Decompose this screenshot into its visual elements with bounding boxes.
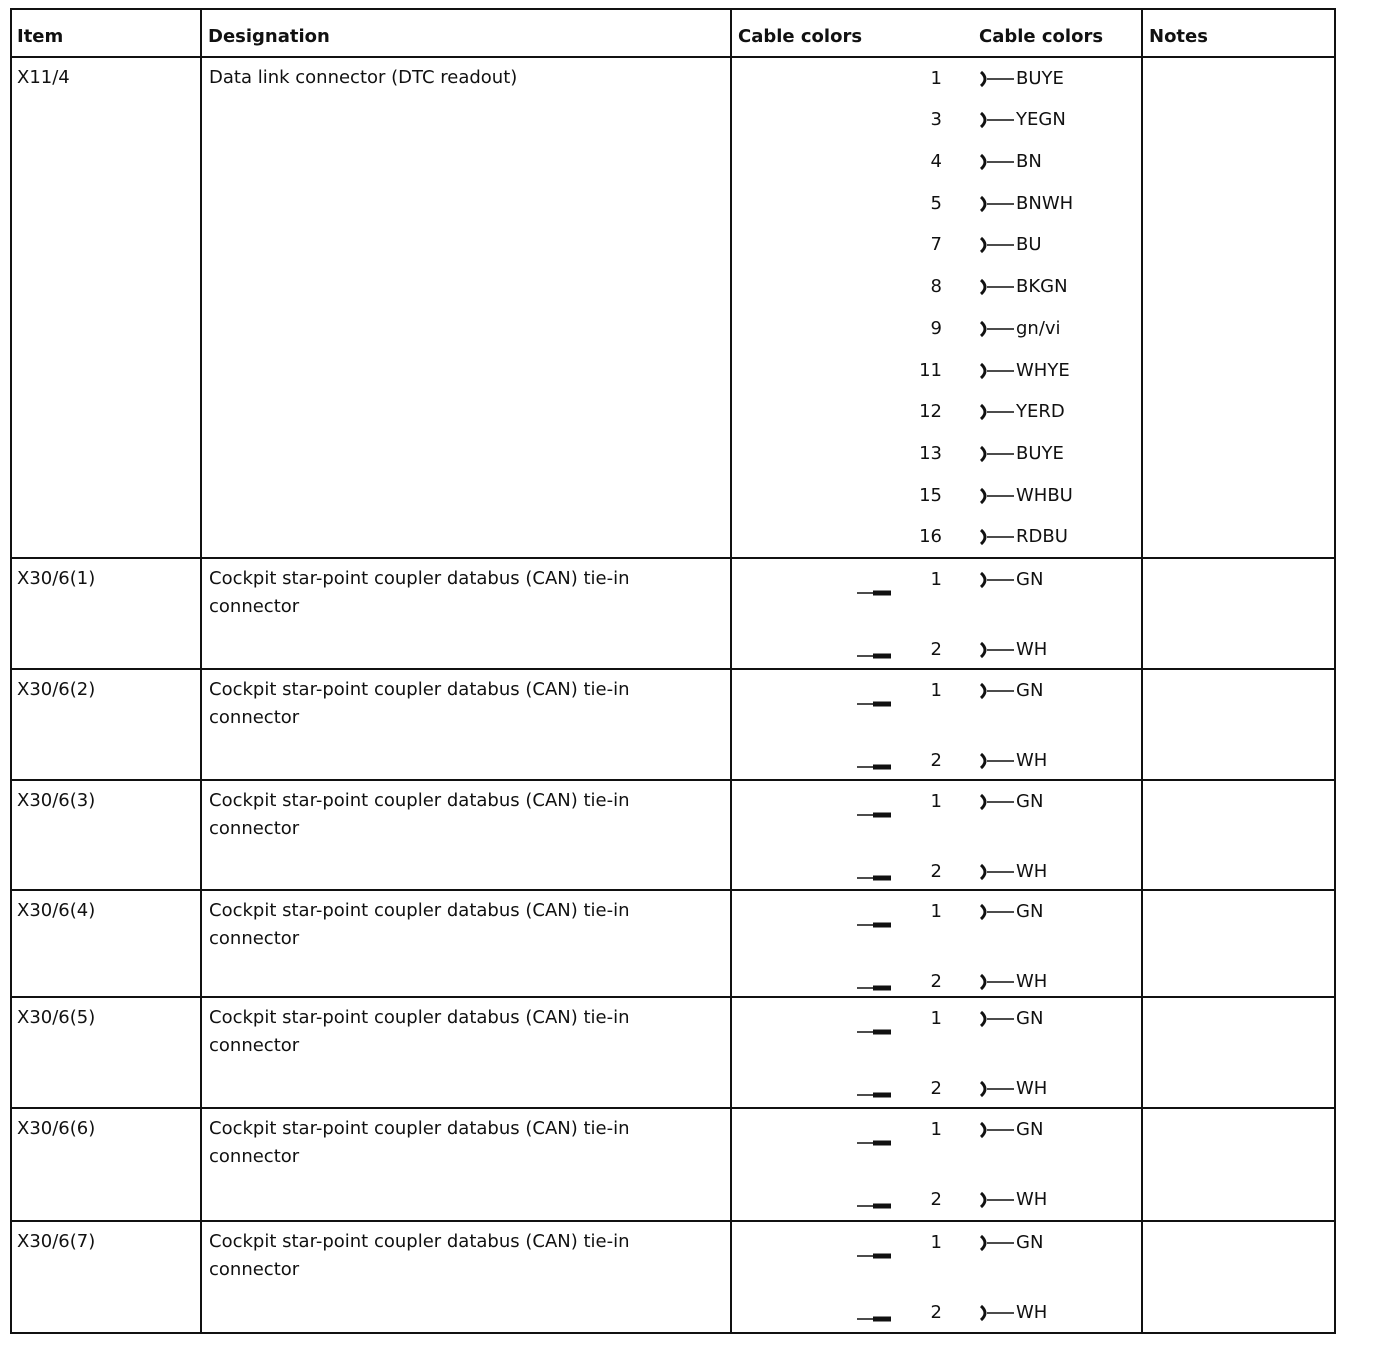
pin-number: 2: [930, 750, 942, 771]
cable-color-label: GN: [1016, 1119, 1044, 1140]
column-divider-designation: [730, 8, 732, 1334]
header-cable-colors-secondary: Cable colors: [979, 26, 1104, 47]
pin-number: 5: [930, 193, 942, 214]
cable-color-label: WHBU: [1016, 485, 1073, 506]
pin-number: 2: [930, 861, 942, 882]
pin-number: 16: [919, 526, 942, 547]
pin-number: 1: [930, 901, 942, 922]
header-divider: [10, 56, 1336, 58]
connector-plug-icon: [978, 442, 1016, 466]
wire-stub-icon: [857, 763, 893, 771]
pin-number: 9: [930, 318, 942, 339]
cable-color-label: WHYE: [1016, 360, 1070, 381]
designation-cell: Cockpit star-point coupler databus (CAN) tie-in connector: [209, 679, 630, 728]
item-cell: X30/6(7): [17, 1231, 96, 1252]
column-divider-item: [200, 8, 202, 1334]
wire-stub-icon: [857, 589, 893, 597]
item-cell: X30/6(3): [17, 790, 96, 811]
table-border-right: [1334, 8, 1336, 1334]
cable-color-label: WH: [1016, 971, 1048, 992]
connector-plug-icon: [978, 900, 1016, 924]
cable-color-label: WH: [1016, 750, 1048, 771]
row-divider: [10, 996, 1336, 998]
cable-color: [978, 900, 1043, 924]
connector-plug-icon: [978, 525, 1016, 549]
cable-color-label: RDBU: [1016, 526, 1068, 547]
cable-color: [978, 1118, 1043, 1142]
connector-plug-icon: [978, 400, 1016, 424]
header-notes: Notes: [1149, 26, 1208, 47]
cable-color: [978, 970, 1047, 994]
pin-number: 1: [930, 569, 942, 590]
wire-stub-icon: [857, 1252, 893, 1260]
cable-color: [978, 860, 1047, 884]
wire-stub-icon: [857, 1028, 893, 1036]
pin-number: 1: [930, 68, 942, 89]
pin-number: 1: [930, 791, 942, 812]
wire-stub-icon: [857, 1091, 893, 1099]
row-divider: [10, 889, 1336, 891]
designation-cell: Cockpit star-point coupler databus (CAN) tie-in connector: [209, 790, 630, 839]
item-cell: X30/6(6): [17, 1118, 96, 1139]
pin-number: 7: [930, 234, 942, 255]
table-border-top: [10, 8, 1336, 10]
column-divider-cable-colors: [1141, 8, 1143, 1334]
cable-color-label: WH: [1016, 1189, 1048, 1210]
cable-color: [978, 749, 1047, 773]
cable-color-label: GN: [1016, 901, 1044, 922]
header-cable-colors: Cable colors: [738, 26, 863, 47]
cable-color: [978, 568, 1043, 592]
cable-color: [978, 1007, 1043, 1031]
cable-color: [978, 400, 1065, 424]
cable-color: [978, 108, 1066, 132]
connector-plug-icon: [978, 1231, 1016, 1255]
designation-cell: Cockpit star-point coupler databus (CAN) tie-in connector: [209, 1118, 630, 1167]
connector-plug-icon: [978, 1007, 1016, 1031]
cable-color-label: GN: [1016, 680, 1044, 701]
pin-number: 1: [930, 1008, 942, 1029]
pin-number: 2: [930, 1302, 942, 1323]
connector-plug-icon: [978, 638, 1016, 662]
cable-color: [978, 1188, 1047, 1212]
cable-color: [978, 790, 1043, 814]
designation-cell: Cockpit star-point coupler databus (CAN) tie-in connector: [209, 900, 630, 949]
cable-color-label: GN: [1016, 569, 1044, 590]
connector-plug-icon: [978, 679, 1016, 703]
connector-plug-icon: [978, 317, 1016, 341]
cable-color-label: BNWH: [1016, 193, 1074, 214]
connector-plug-icon: [978, 749, 1016, 773]
cable-color-label: WH: [1016, 1078, 1048, 1099]
cable-color-label: WH: [1016, 639, 1048, 660]
connector-plug-icon: [978, 67, 1016, 91]
cable-color-label: WH: [1016, 1302, 1048, 1323]
cable-color-label: GN: [1016, 1232, 1044, 1253]
designation-cell: Cockpit star-point coupler databus (CAN) tie-in connector: [209, 1231, 630, 1280]
cable-color: [978, 679, 1043, 703]
connector-plug-icon: [978, 1118, 1016, 1142]
pin-number: 2: [930, 1078, 942, 1099]
cable-color-label: YERD: [1016, 401, 1065, 422]
wire-stub-icon: [857, 652, 893, 660]
cable-color: [978, 275, 1068, 299]
cable-color: [978, 442, 1064, 466]
wire-stub-icon: [857, 984, 893, 992]
cable-color-label: BN: [1016, 151, 1042, 172]
table-border-bottom: [10, 1332, 1336, 1334]
cable-color-label: YEGN: [1016, 109, 1066, 130]
connector-table: [10, 8, 1334, 1334]
connector-plug-icon: [978, 1301, 1016, 1325]
cable-color: [978, 317, 1061, 341]
cable-color-label: BUYE: [1016, 443, 1064, 464]
connector-plug-icon: [978, 790, 1016, 814]
row-divider: [10, 1220, 1336, 1222]
pin-number: 3: [930, 109, 942, 130]
pin-number: 13: [919, 443, 942, 464]
cable-color: [978, 67, 1064, 91]
wire-stub-icon: [857, 811, 893, 819]
cable-color: [978, 233, 1042, 257]
connector-plug-icon: [978, 568, 1016, 592]
pin-number: 2: [930, 971, 942, 992]
cable-color: [978, 1077, 1047, 1101]
connector-plug-icon: [978, 359, 1016, 383]
pin-number: 2: [930, 639, 942, 660]
row-divider: [10, 779, 1336, 781]
item-cell: X30/6(2): [17, 679, 96, 700]
cable-color: [978, 150, 1042, 174]
cable-color: [978, 638, 1047, 662]
cable-color: [978, 359, 1070, 383]
cable-color-label: BU: [1016, 234, 1042, 255]
item-cell: X30/6(4): [17, 900, 96, 921]
connector-plug-icon: [978, 233, 1016, 257]
wire-stub-icon: [857, 921, 893, 929]
wire-stub-icon: [857, 1315, 893, 1323]
pin-number: 15: [919, 485, 942, 506]
connector-plug-icon: [978, 150, 1016, 174]
row-divider: [10, 1107, 1336, 1109]
connector-plug-icon: [978, 1188, 1016, 1212]
item-cell: X30/6(5): [17, 1007, 96, 1028]
connector-plug-icon: [978, 1077, 1016, 1101]
cable-color-label: gn/vi: [1016, 318, 1061, 339]
cable-color-label: GN: [1016, 791, 1044, 812]
designation-cell: Cockpit star-point coupler databus (CAN) tie-in connector: [209, 1007, 630, 1056]
pin-number: 11: [919, 360, 942, 381]
pin-number: 2: [930, 1189, 942, 1210]
wire-stub-icon: [857, 874, 893, 882]
cable-color-label: BKGN: [1016, 276, 1068, 297]
item-cell: X30/6(1): [17, 568, 96, 589]
connector-plug-icon: [978, 860, 1016, 884]
wire-stub-icon: [857, 700, 893, 708]
connector-plug-icon: [978, 192, 1016, 216]
designation-cell: Cockpit star-point coupler databus (CAN) tie-in connector: [209, 568, 630, 617]
header-designation: Designation: [208, 26, 330, 47]
connector-plug-icon: [978, 484, 1016, 508]
pin-number: 4: [930, 151, 942, 172]
pin-number: 8: [930, 276, 942, 297]
row-divider: [10, 557, 1336, 559]
connector-plug-icon: [978, 275, 1016, 299]
header-item: Item: [17, 26, 64, 47]
cable-color: [978, 1231, 1043, 1255]
pin-number: 12: [919, 401, 942, 422]
pin-number: 1: [930, 1232, 942, 1253]
wire-stub-icon: [857, 1202, 893, 1210]
cable-color: [978, 484, 1073, 508]
row-divider: [10, 668, 1336, 670]
table-border-left: [10, 8, 12, 1334]
pin-number: 1: [930, 680, 942, 701]
cable-color: [978, 192, 1073, 216]
pin-number: 1: [930, 1119, 942, 1140]
connector-plug-icon: [978, 970, 1016, 994]
designation-cell: Data link connector (DTC readout): [209, 67, 518, 88]
connector-plug-icon: [978, 108, 1016, 132]
cable-color: [978, 1301, 1047, 1325]
wire-stub-icon: [857, 1139, 893, 1147]
item-cell: X11/4: [17, 67, 70, 88]
cable-color: [978, 525, 1068, 549]
cable-color-label: BUYE: [1016, 68, 1064, 89]
cable-color-label: WH: [1016, 861, 1048, 882]
cable-color-label: GN: [1016, 1008, 1044, 1029]
